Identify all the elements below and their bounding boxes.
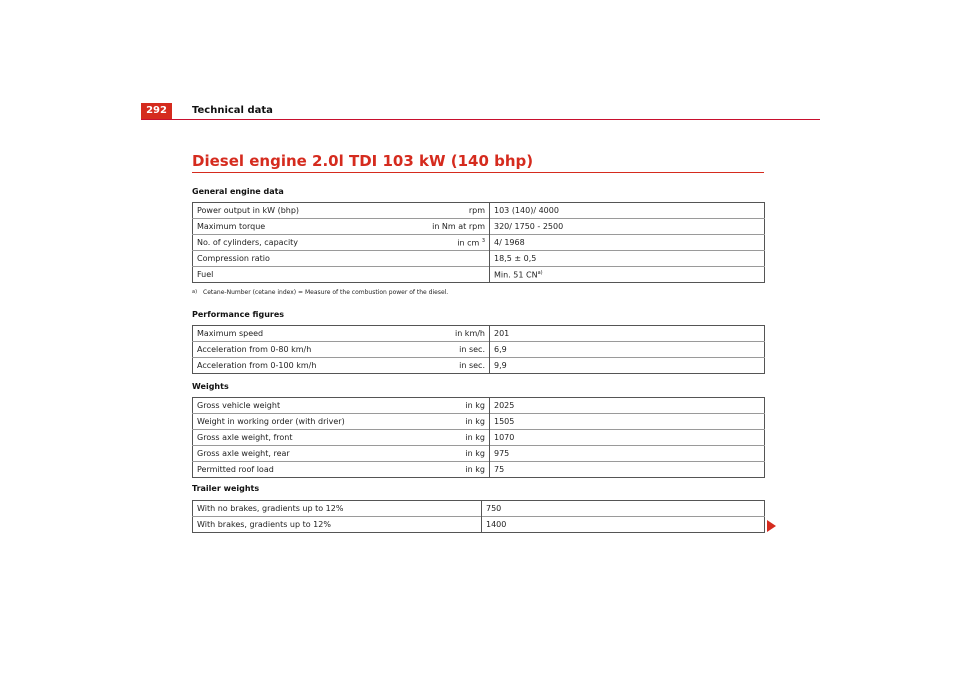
row-unit: in kg — [381, 446, 490, 462]
row-unit: in kg — [381, 462, 490, 478]
row-unit — [381, 235, 490, 251]
row-label: Acceleration from 0-100 km/h — [193, 358, 382, 374]
row-value: 1400 — [482, 517, 765, 533]
row-label: Fuel — [193, 267, 382, 283]
row-unit: in kg — [381, 414, 490, 430]
row-unit: in km/h — [381, 326, 490, 342]
general-engine-table — [192, 202, 765, 283]
table-row — [193, 342, 765, 358]
row-unit: in sec. — [381, 342, 490, 358]
row-value: 4/ 1968 — [490, 235, 765, 251]
row-value: 320/ 1750 - 2500 — [490, 219, 765, 235]
row-label: Gross axle weight, front — [193, 430, 382, 446]
row-value — [490, 267, 765, 283]
performance-heading: Performance figures — [192, 310, 285, 319]
footnote-text: Cetane-Number (cetane index) = Measure of the combustion power of the diesel. — [203, 289, 449, 296]
row-label: Weight in working order (with driver) — [193, 414, 382, 430]
title-rule — [192, 172, 764, 173]
table-row — [193, 358, 765, 374]
table-row — [193, 517, 765, 533]
table-row — [193, 251, 765, 267]
table-row — [193, 430, 765, 446]
unit-text: in cm — [457, 238, 480, 248]
row-unit: in kg — [381, 430, 490, 446]
row-label: Acceleration from 0-80 km/h — [193, 342, 382, 358]
triangle-right-icon — [767, 520, 776, 532]
weights-heading: Weights — [192, 382, 229, 391]
row-value: 75 — [490, 462, 765, 478]
row-label: Maximum torque — [193, 219, 382, 235]
row-value: 750 — [486, 504, 502, 513]
row-label: Compression ratio — [193, 251, 382, 267]
row-label: Power output in kW (bhp) — [197, 206, 300, 215]
footnote — [192, 289, 448, 296]
row-unit: in kg — [381, 398, 490, 414]
row-value: 1505 — [490, 414, 765, 430]
row-label: No. of cylinders, capacity — [193, 235, 382, 251]
row-label: Gross vehicle weight — [197, 401, 281, 410]
row-unit: in Nm at rpm — [381, 219, 490, 235]
row-value: 9,9 — [490, 358, 765, 374]
table-row — [193, 446, 765, 462]
table-row — [193, 398, 765, 414]
header-rule — [141, 119, 820, 120]
footnote-ref: a) — [537, 269, 543, 276]
table-row — [193, 326, 765, 342]
row-value: 6,9 — [490, 342, 765, 358]
row-label: With brakes, gradients up to 12% — [193, 517, 482, 533]
row-value: 18,5 ± 0,5 — [490, 251, 765, 267]
row-value: 2025 — [494, 401, 515, 410]
row-label: With no brakes, gradients up to 12% — [193, 501, 482, 517]
general-engine-heading: General engine data — [192, 187, 284, 196]
row-value: 975 — [490, 446, 765, 462]
table-row — [193, 235, 765, 251]
unit-superscript: 3 — [481, 237, 485, 244]
value-text: Min. 51 CN — [494, 270, 538, 280]
row-unit: rpm — [381, 203, 490, 219]
row-label: Maximum speed — [197, 329, 264, 338]
weights-table — [192, 397, 765, 478]
row-label: Gross axle weight, rear — [193, 446, 382, 462]
row-value: 103 (140)/ 4000 — [494, 206, 559, 215]
row-unit: in sec. — [381, 358, 490, 374]
row-value: 201 — [494, 329, 510, 338]
table-row — [193, 203, 765, 219]
table-row — [193, 462, 765, 478]
page-number: 292 — [141, 103, 172, 119]
table-row — [193, 501, 765, 517]
table-row — [193, 219, 765, 235]
row-value: 1070 — [490, 430, 765, 446]
row-unit — [381, 251, 490, 267]
table-row — [193, 267, 765, 283]
table-row — [193, 414, 765, 430]
performance-table — [192, 325, 765, 374]
row-unit — [381, 267, 490, 283]
section-title: Technical data — [192, 105, 273, 116]
footnote-mark: a) — [192, 289, 198, 295]
trailer-weights-table — [192, 500, 765, 533]
row-label: Permitted roof load — [193, 462, 382, 478]
page-title: Diesel engine 2.0l TDI 103 kW (140 bhp) — [192, 152, 534, 170]
trailer-weights-heading: Trailer weights — [192, 484, 260, 493]
